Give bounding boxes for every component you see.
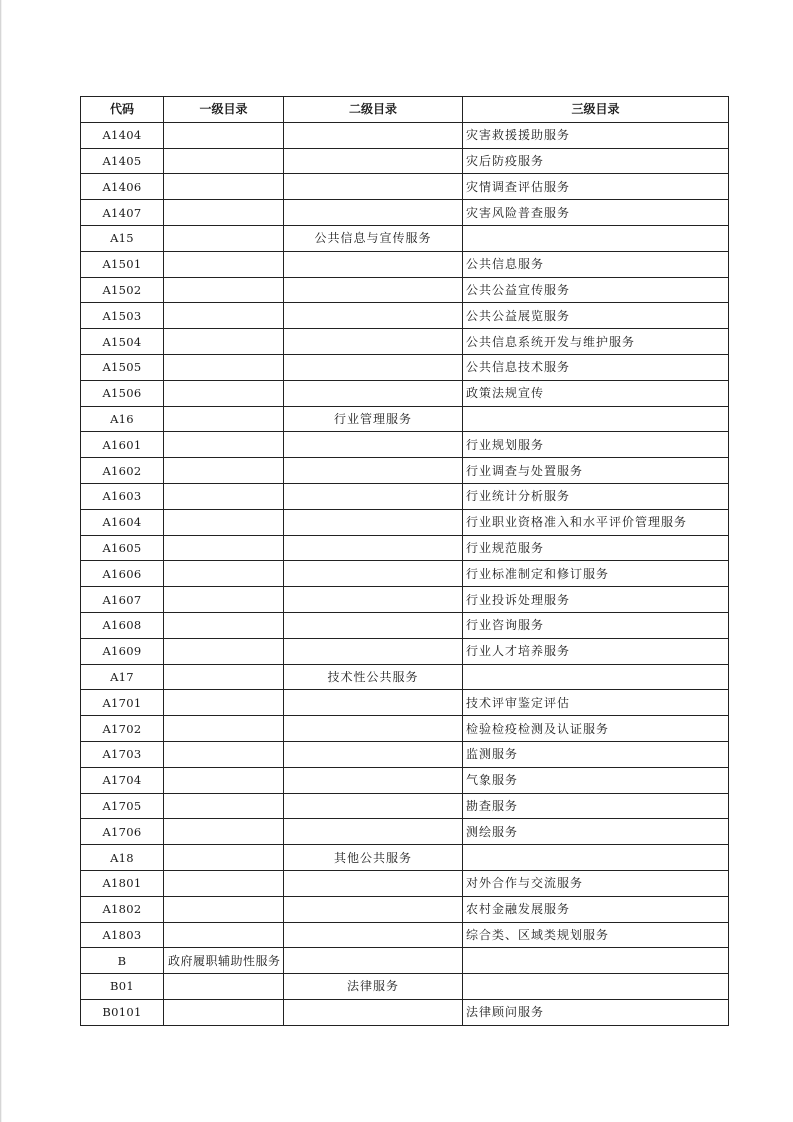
row-level3: 测绘服务	[463, 819, 729, 845]
header-code: 代码	[81, 97, 164, 123]
row-level1	[164, 225, 284, 251]
row-level2	[284, 716, 463, 742]
row-code: A1706	[81, 819, 164, 845]
row-level3: 监测服务	[463, 741, 729, 767]
row-level1: 政府履职辅助性服务	[164, 948, 284, 974]
table-row	[81, 612, 729, 638]
table-row	[81, 122, 729, 148]
row-level3: 行业规范服务	[463, 535, 729, 561]
row-level2: 公共信息与宣传服务	[284, 225, 463, 251]
row-code: A1702	[81, 716, 164, 742]
row-level3: 法律顾问服务	[463, 999, 729, 1025]
row-level2	[284, 922, 463, 948]
row-level1	[164, 690, 284, 716]
row-level3: 行业咨询服务	[463, 612, 729, 638]
row-level3	[463, 948, 729, 974]
row-level1	[164, 664, 284, 690]
row-level2	[284, 561, 463, 587]
row-code: A1609	[81, 638, 164, 664]
row-level2	[284, 690, 463, 716]
row-code: A1802	[81, 896, 164, 922]
table-row	[81, 251, 729, 277]
row-level1	[164, 716, 284, 742]
row-level3	[463, 406, 729, 432]
row-code: A1604	[81, 509, 164, 535]
table-row	[81, 999, 729, 1025]
row-level3: 农村金融发展服务	[463, 896, 729, 922]
table-row	[81, 819, 729, 845]
row-level1	[164, 251, 284, 277]
row-code: A1605	[81, 535, 164, 561]
row-level1	[164, 406, 284, 432]
row-code: B0101	[81, 999, 164, 1025]
row-level1	[164, 819, 284, 845]
table-row	[81, 406, 729, 432]
row-code: A1407	[81, 200, 164, 226]
table-row	[81, 741, 729, 767]
row-level2	[284, 870, 463, 896]
row-code: A1803	[81, 922, 164, 948]
row-level2	[284, 277, 463, 303]
row-level3: 公共信息服务	[463, 251, 729, 277]
row-level1	[164, 122, 284, 148]
header-row	[81, 97, 729, 123]
row-level3	[463, 974, 729, 1000]
row-level3: 公共信息技术服务	[463, 354, 729, 380]
row-level3: 行业规划服务	[463, 432, 729, 458]
table-row	[81, 690, 729, 716]
table-row	[81, 432, 729, 458]
row-level3: 综合类、区域类规划服务	[463, 922, 729, 948]
row-level2	[284, 458, 463, 484]
row-level1	[164, 896, 284, 922]
row-level1	[164, 509, 284, 535]
row-code: A1501	[81, 251, 164, 277]
row-code: A1601	[81, 432, 164, 458]
row-code: A1704	[81, 767, 164, 793]
row-level1	[164, 767, 284, 793]
table-row	[81, 922, 729, 948]
row-code: A1505	[81, 354, 164, 380]
row-level2	[284, 200, 463, 226]
row-level1	[164, 741, 284, 767]
row-level3: 灾情调查评估服务	[463, 174, 729, 200]
row-code: A17	[81, 664, 164, 690]
table-row	[81, 638, 729, 664]
row-code: B	[81, 948, 164, 974]
row-level1	[164, 277, 284, 303]
row-level2	[284, 741, 463, 767]
row-code: A1504	[81, 329, 164, 355]
row-level1	[164, 200, 284, 226]
row-level1	[164, 999, 284, 1025]
row-level3	[463, 845, 729, 871]
row-level3: 行业调查与处置服务	[463, 458, 729, 484]
row-code: A1502	[81, 277, 164, 303]
row-level3: 政策法规宣传	[463, 380, 729, 406]
row-code: A1405	[81, 148, 164, 174]
row-level1	[164, 380, 284, 406]
row-level3: 公共公益宣传服务	[463, 277, 729, 303]
table-row	[81, 896, 729, 922]
row-level1	[164, 612, 284, 638]
row-level3: 对外合作与交流服务	[463, 870, 729, 896]
row-level3: 行业统计分析服务	[463, 483, 729, 509]
row-level2: 法律服务	[284, 974, 463, 1000]
table-row	[81, 948, 729, 974]
row-level3: 灾后防疫服务	[463, 148, 729, 174]
header-level1: 一级目录	[164, 97, 284, 123]
row-code: A18	[81, 845, 164, 871]
row-level3: 检验检疫检测及认证服务	[463, 716, 729, 742]
page-scan-edge	[0, 0, 2, 1122]
row-level1	[164, 535, 284, 561]
table-row	[81, 793, 729, 819]
row-level1	[164, 329, 284, 355]
row-level2	[284, 380, 463, 406]
row-level3: 公共公益展览服务	[463, 303, 729, 329]
row-code: A1701	[81, 690, 164, 716]
row-code: A1406	[81, 174, 164, 200]
row-level2	[284, 535, 463, 561]
table-row	[81, 148, 729, 174]
table-row	[81, 509, 729, 535]
table-row	[81, 587, 729, 613]
row-level2	[284, 793, 463, 819]
row-level1	[164, 845, 284, 871]
table-row	[81, 561, 729, 587]
row-level3: 行业标准制定和修订服务	[463, 561, 729, 587]
row-level2	[284, 819, 463, 845]
row-level2	[284, 483, 463, 509]
table-row	[81, 380, 729, 406]
row-level1	[164, 922, 284, 948]
row-level1	[164, 303, 284, 329]
row-level1	[164, 561, 284, 587]
row-level1	[164, 870, 284, 896]
row-code: A1703	[81, 741, 164, 767]
row-level2: 技术性公共服务	[284, 664, 463, 690]
row-level1	[164, 587, 284, 613]
row-code: A1607	[81, 587, 164, 613]
row-level2: 行业管理服务	[284, 406, 463, 432]
row-level3: 公共信息系统开发与维护服务	[463, 329, 729, 355]
row-code: A1404	[81, 122, 164, 148]
table-row	[81, 483, 729, 509]
row-level2	[284, 509, 463, 535]
row-level1	[164, 974, 284, 1000]
table-row	[81, 458, 729, 484]
header-level3: 三级目录	[463, 97, 729, 123]
row-level1	[164, 793, 284, 819]
row-code: A16	[81, 406, 164, 432]
row-level3: 灾害风险普查服务	[463, 200, 729, 226]
table-row	[81, 200, 729, 226]
table-row	[81, 716, 729, 742]
row-level2	[284, 948, 463, 974]
row-level2	[284, 612, 463, 638]
row-level2	[284, 174, 463, 200]
row-level2	[284, 432, 463, 458]
table-row	[81, 354, 729, 380]
table-row	[81, 664, 729, 690]
row-level2	[284, 638, 463, 664]
row-level2	[284, 587, 463, 613]
row-level3: 灾害救援援助服务	[463, 122, 729, 148]
row-code: A15	[81, 225, 164, 251]
row-level2: 其他公共服务	[284, 845, 463, 871]
row-level1	[164, 432, 284, 458]
table-row	[81, 225, 729, 251]
row-code: A1705	[81, 793, 164, 819]
table-row	[81, 303, 729, 329]
row-level3: 气象服务	[463, 767, 729, 793]
row-level3: 行业人才培养服务	[463, 638, 729, 664]
row-code: A1506	[81, 380, 164, 406]
row-level1	[164, 354, 284, 380]
row-level2	[284, 896, 463, 922]
row-level1	[164, 483, 284, 509]
row-level2	[284, 329, 463, 355]
row-level3: 勘查服务	[463, 793, 729, 819]
row-level2	[284, 999, 463, 1025]
row-code: A1608	[81, 612, 164, 638]
table-row	[81, 845, 729, 871]
table-row	[81, 174, 729, 200]
table-header	[81, 97, 729, 123]
row-code: A1602	[81, 458, 164, 484]
row-level2	[284, 122, 463, 148]
row-level2	[284, 251, 463, 277]
row-level2	[284, 148, 463, 174]
header-level2: 二级目录	[284, 97, 463, 123]
row-code: A1606	[81, 561, 164, 587]
row-level2	[284, 354, 463, 380]
row-level1	[164, 638, 284, 664]
table-row	[81, 535, 729, 561]
service-catalog-table	[80, 96, 729, 1026]
table-row	[81, 277, 729, 303]
row-level2	[284, 303, 463, 329]
row-level3: 行业职业资格准入和水平评价管理服务	[463, 509, 729, 535]
table-row	[81, 767, 729, 793]
row-level1	[164, 148, 284, 174]
table-row	[81, 329, 729, 355]
row-code: A1801	[81, 870, 164, 896]
table-row	[81, 974, 729, 1000]
row-level1	[164, 458, 284, 484]
table-row	[81, 870, 729, 896]
row-code: B01	[81, 974, 164, 1000]
row-level3	[463, 225, 729, 251]
row-level3: 行业投诉处理服务	[463, 587, 729, 613]
row-code: A1503	[81, 303, 164, 329]
table-body	[81, 122, 729, 1025]
row-level3	[463, 664, 729, 690]
row-code: A1603	[81, 483, 164, 509]
row-level3: 技术评审鉴定评估	[463, 690, 729, 716]
row-level1	[164, 174, 284, 200]
row-level2	[284, 767, 463, 793]
